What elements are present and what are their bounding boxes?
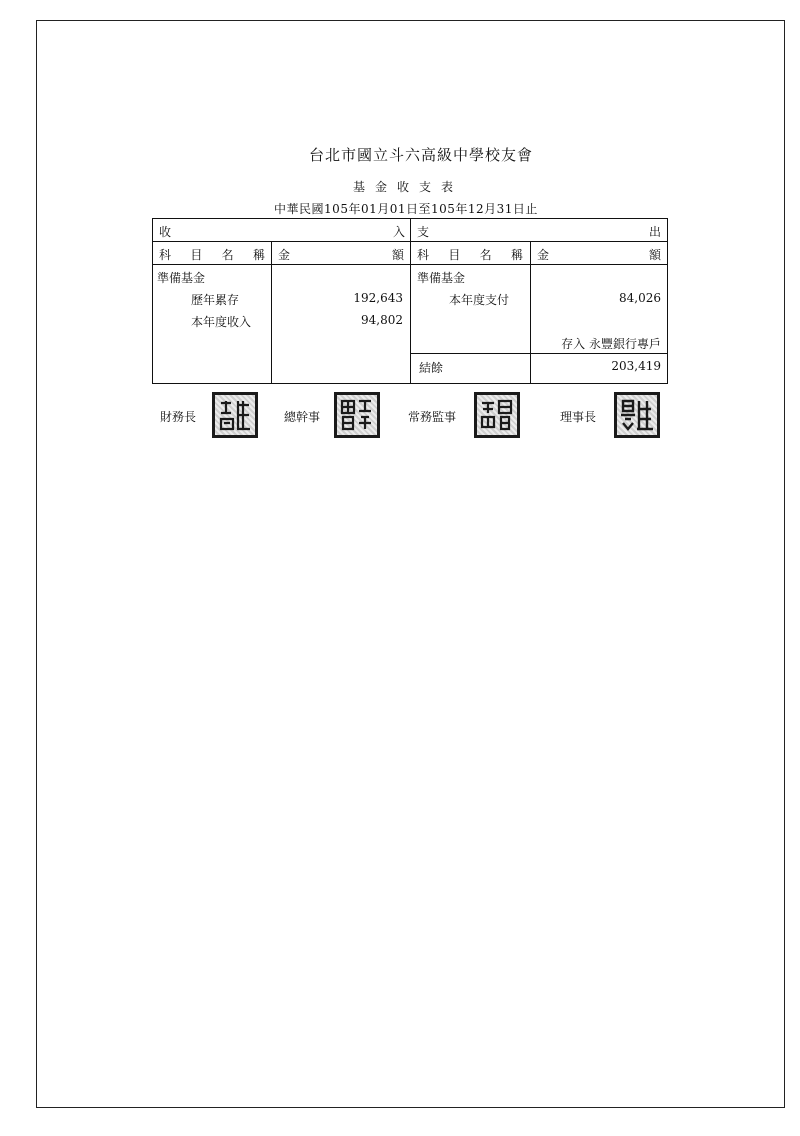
signature-title-finance: 財務長 — [160, 410, 197, 424]
seal-supervisor-icon — [474, 392, 520, 438]
expense-row-label: 本年度支付 — [449, 293, 510, 307]
statement-title: 基金收支表 — [352, 180, 463, 194]
signature-title-chairman: 理事長 — [560, 410, 597, 424]
org-title: 台北市國立斗六高級中學校友會 — [308, 146, 533, 164]
signature-title-secretary-general: 總幹事 — [284, 410, 321, 424]
divider — [530, 241, 531, 383]
divider — [410, 353, 667, 354]
seal-secretary-general-icon — [334, 392, 380, 438]
divider — [153, 264, 667, 265]
balance-label: 結餘 — [419, 361, 444, 375]
expense-category: 準備基金 — [417, 271, 466, 285]
income-row-amount: 94,802 — [361, 313, 403, 327]
seal-chairman-icon — [614, 392, 660, 438]
deposit-note: 存入 永豐銀行專戶 — [561, 337, 661, 351]
expense-header: 支 出 — [417, 225, 661, 239]
income-row-label: 本年度收入 — [191, 315, 252, 329]
divider — [271, 241, 272, 383]
fund-statement-table — [152, 218, 668, 384]
signature-row — [0, 392, 800, 448]
income-amount-col-header: 金 額 — [278, 248, 404, 262]
statement-period: 中華民國105年01月01日至105年12月31日止 — [274, 202, 538, 216]
income-category: 準備基金 — [157, 271, 206, 285]
income-row-amount: 192,643 — [353, 291, 403, 305]
income-header: 收 入 — [159, 225, 405, 239]
seal-finance-icon — [212, 392, 258, 438]
balance-amount: 203,419 — [611, 359, 661, 373]
expense-item-col-header: 科 目 名 稱 — [417, 248, 523, 262]
divider — [153, 241, 667, 242]
income-item-col-header: 科 目 名 稱 — [159, 248, 265, 262]
expense-amount-col-header: 金 額 — [537, 248, 661, 262]
income-row-label: 歷年累存 — [191, 293, 240, 307]
expense-row-amount: 84,026 — [619, 291, 661, 305]
signature-title-supervisor: 常務監事 — [408, 410, 457, 424]
divider — [410, 219, 411, 383]
